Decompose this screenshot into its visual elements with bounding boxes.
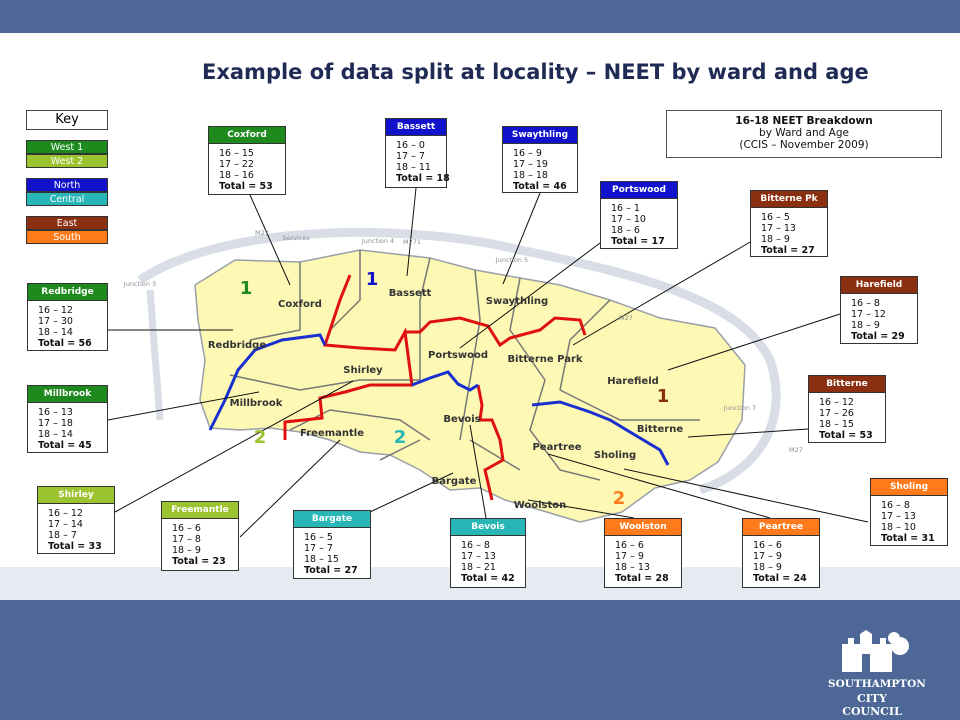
ward-box-title: Bassett [386,119,446,136]
area-number: 2 [253,427,267,448]
area-number: 1 [239,278,253,299]
age-count-row: 18 – 14 [38,429,73,440]
age-count-row: 18 – 18 [513,170,548,181]
ward-box-bargate [293,510,371,579]
key-group [26,178,108,206]
key-title: Key [26,110,108,130]
ward-box-title: Bitterne [809,376,885,393]
key-south: South [26,230,108,244]
key-east: East [26,216,108,230]
map-label-sholing: Sholing [593,450,637,461]
road-label: Junction 7 [723,404,757,412]
age-count-row: 16 – 12 [48,508,83,519]
ward-total: Total = 17 [611,236,665,247]
key-group [26,216,108,244]
ward-box-title: Millbrook [28,386,107,403]
area-number: 2 [393,427,407,448]
ward-box-bevois [450,518,526,588]
ward-box-bitterne-pk [750,190,828,257]
ward-box-title: Redbridge [28,284,107,301]
ward-total: Total = 27 [761,245,815,256]
ward-total: Total = 24 [753,573,807,584]
age-count-row: 18 – 11 [396,162,431,173]
age-count-row: 17 – 22 [219,159,254,170]
ward-box-millbrook [27,385,108,453]
age-count-row: 18 – 14 [38,327,73,338]
road-label: M271 [402,238,422,246]
age-count-row: 17 – 7 [396,151,425,162]
ward-total: Total = 56 [38,338,92,349]
ward-box-swaythling [502,126,578,193]
ward-box-sholing [870,478,948,546]
ward-total: Total = 45 [38,440,92,451]
breakdown-title: 16-18 NEET Breakdown [735,115,873,127]
age-count-row: 16 – 12 [38,305,73,316]
age-count-row: 16 – 9 [513,148,542,159]
key-west-1: West 1 [26,140,108,154]
age-count-row: 16 – 6 [172,523,201,534]
ward-total: Total = 33 [48,541,102,552]
map-label-millbrook: Millbrook [229,398,283,409]
age-count-row: 17 – 10 [611,214,646,225]
age-count-row: 16 – 8 [461,540,490,551]
age-count-row: 17 – 8 [172,534,201,545]
ward-box-title: Coxford [209,127,285,144]
ward-box-title: Woolston [605,519,681,536]
ward-box-redbridge [27,283,108,351]
age-count-row: 16 – 8 [881,500,910,511]
ward-box-title: Bitterne Pk [751,191,827,208]
age-count-row: 17 – 19 [513,159,548,170]
age-count-row: 16 – 5 [761,212,790,223]
breakdown-source: (CCIS – November 2009) [739,139,869,151]
ward-box-woolston [604,518,682,588]
ward-box-title: Harefield [841,277,917,294]
ward-box-freemantle [161,501,239,571]
ward-box-bitterne [808,375,886,443]
age-count-row: 16 – 8 [851,298,880,309]
age-count-row: 18 – 15 [304,554,339,565]
age-count-row: 16 – 13 [38,407,73,418]
road-label: Services [282,234,310,242]
ward-total: Total = 27 [304,565,358,576]
age-count-row: 16 – 1 [611,203,640,214]
ward-box-title: Shirley [38,487,114,504]
age-count-row: 16 – 6 [753,540,782,551]
ward-box-title: Bevois [451,519,525,536]
age-count-row: 17 – 7 [304,543,333,554]
age-count-row: 17 – 30 [38,316,73,327]
ward-box-portswood [600,181,678,249]
breakdown-subtitle: by Ward and Age [759,127,849,139]
age-count-row: 17 – 12 [851,309,886,320]
age-count-row: 18 – 6 [611,225,640,236]
ward-total: Total = 42 [461,573,515,584]
age-count-row: 18 – 9 [761,234,790,245]
area-number: 2 [612,488,626,509]
area-number: 1 [656,386,670,407]
ward-total: Total = 29 [851,331,905,342]
age-count-row: 17 – 14 [48,519,83,530]
road-label: M27 [255,229,269,237]
age-count-row: 18 – 9 [851,320,880,331]
ward-box-title: Freemantle [162,502,238,519]
age-count-row: 18 – 21 [461,562,496,573]
ward-box-title: Bargate [294,511,370,528]
map-label-bitterne: Bitterne [636,424,684,435]
map-label-harefield: Harefield [607,376,659,387]
age-count-row: 17 – 18 [38,418,73,429]
map-label-portswood: Portswood [428,350,488,361]
map-label-peartree: Peartree [532,442,582,453]
age-count-row: 17 – 13 [881,511,916,522]
age-count-row: 18 – 13 [615,562,650,573]
ward-box-title: Portswood [601,182,677,199]
age-count-row: 18 – 15 [819,419,854,430]
key-north: North [26,178,108,192]
age-count-row: 18 – 9 [172,545,201,556]
age-count-row: 17 – 9 [753,551,782,562]
key-west-2: West 2 [26,154,108,168]
age-count-row: 17 – 13 [461,551,496,562]
map-label-shirley: Shirley [343,365,383,376]
road-label: Junction 4 [361,237,395,245]
map-label-freemantle: Freemantle [300,428,364,439]
ward-box-peartree [742,518,820,588]
age-count-row: 18 – 16 [219,170,254,181]
ward-total: Total = 23 [172,556,226,567]
ward-total: Total = 53 [819,430,873,441]
map-label-bassett: Bassett [388,288,432,299]
logo-line2: CITY COUNCIL [842,692,902,718]
council-logo [828,624,926,718]
age-count-row: 18 – 10 [881,522,916,533]
castle-icon [828,624,916,674]
age-count-row: 18 – 7 [48,530,77,541]
age-count-row: 16 – 6 [615,540,644,551]
ward-total: Total = 31 [881,533,935,544]
map-label-bevois: Bevois [443,414,481,425]
road-label: Junction 3 [123,280,157,288]
map-label-swaythling: Swaythling [485,296,549,307]
area-number: 1 [365,269,379,290]
ward-total: Total = 53 [219,181,273,192]
map-label-redbridge: Redbridge [207,340,267,351]
ward-total: Total = 46 [513,181,567,192]
age-count-row: 16 – 5 [304,532,333,543]
ward-box-title: Swaythling [503,127,577,144]
ward-box-harefield [840,276,918,344]
map-label-bargate: Bargate [431,476,477,487]
age-count-row: 17 – 26 [819,408,854,419]
age-count-row: 17 – 13 [761,223,796,234]
ward-box-title: Peartree [743,519,819,536]
key-group [26,140,108,168]
ward-total: Total = 28 [615,573,669,584]
age-count-row: 16 – 15 [219,148,254,159]
age-count-row: 16 – 0 [396,140,425,151]
ward-box-shirley [37,486,115,554]
ward-total: Total = 18 [396,173,450,184]
ward-box-coxford [208,126,286,195]
road-label: M27 [619,314,633,322]
age-count-row: 17 – 9 [615,551,644,562]
logo-line1: SOUTHAMPTON [828,678,926,690]
map-label-woolston: Woolston [513,500,567,511]
breakdown-box [666,110,942,158]
ward-box-bassett [385,118,450,188]
map-label-bitterne-park: Bitterne Park [507,354,583,365]
legend-key [26,110,108,254]
road-label: M27 [789,446,803,454]
road-label: Junction 5 [495,256,529,264]
ward-box-title: Sholing [871,479,947,496]
map-label-coxford: Coxford [278,299,322,310]
page-title: Example of data split at locality – NEET by ward and age [202,60,869,84]
motorway-m271 [150,290,160,420]
age-count-row: 16 – 12 [819,397,854,408]
key-central: Central [26,192,108,206]
age-count-row: 18 – 9 [753,562,782,573]
